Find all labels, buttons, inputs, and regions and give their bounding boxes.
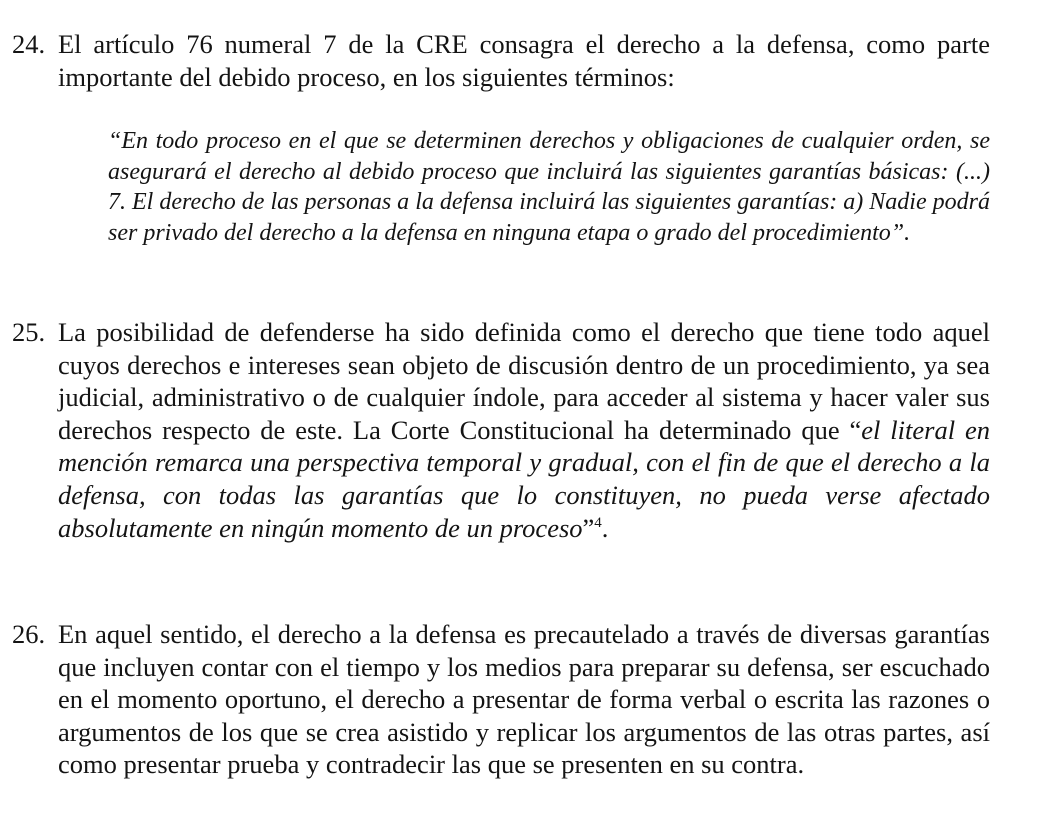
inline-quotation: el literal en mención remarca una perspectiva temporal y gradual, con el fin de que el derecho a la defensa, con todas las garantías que lo constituyen, no pueda verse afectado absolutamente en ningún momento de un proceso: [58, 414, 990, 543]
block-quote: “En todo proceso en el que se determinen derechos y obligaciones de cualquier orden, se asegurará el derecho al debido proceso que incluirá las siguientes garantías básicas: (...) 7. El derecho de las personas a la defensa incluirá las siguientes garantías: a) Nadie podrá ser privado del derecho a la defensa en ninguna etapa o grado del procedimiento”.: [108, 128, 990, 247]
paragraph-26: [12, 618, 990, 781]
footnote-reference[interactable]: 4: [594, 514, 602, 531]
paragraph-text: [58, 316, 990, 544]
paragraph-25: [12, 316, 990, 544]
paragraph-number: 25.: [12, 317, 46, 347]
sentence-end: .: [601, 512, 609, 543]
paragraph-text: El artículo 76 numeral 7 de la CRE consagra el derecho a la defensa, como parte importante del debido proceso, en los siguientes términos:: [58, 29, 990, 92]
paragraph-text-before: La posibilidad de defenderse ha sido definida como el derecho que tiene todo aquel cuyos derechos e intereses sean objeto de discusión dentro de un procedimiento, ya sea judicial, administrativo o de cualquier índole, para acceder al sistema y hacer valer sus derechos respecto de este. La Corte Constitucional ha determinado que “: [58, 317, 990, 445]
paragraph-text: En aquel sentido, el derecho a la defensa es precautelado a través de diversas garantías que incluyen contar con el tiempo y los medios para preparar su defensa, ser escuchado en el momento oportuno, el derecho a presentar de forma verbal o escrita las razones o argumentos de los que se crea asistido y replicar los argumentos de las otras partes, así como presentar prueba y contradecir las que se presenten en su contra.: [58, 619, 990, 780]
closing-quote-mark: ”: [582, 512, 595, 543]
paragraph-number: 26.: [12, 619, 46, 649]
paragraph-number: 24.: [12, 29, 46, 59]
paragraph-24: [12, 28, 990, 93]
